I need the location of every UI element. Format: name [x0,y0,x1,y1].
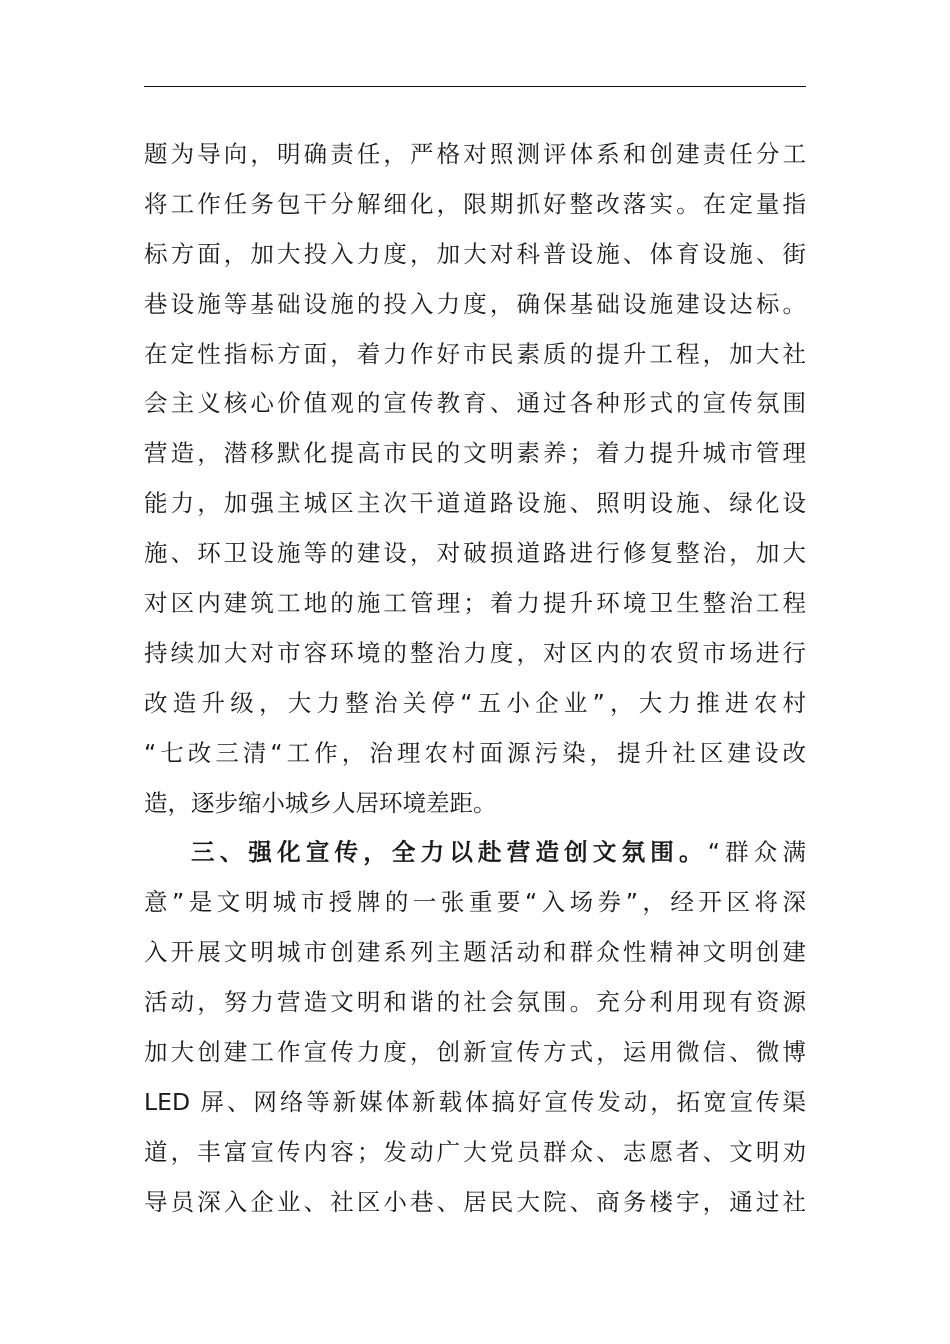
text-line: 持续加大对市容环境的整治力度，对区内的农贸市场进行 [144,638,806,667]
section-heading-continuation: “群众满 [707,838,806,867]
text-line: 营造，潜移默化提高市民的文明素养；着力提升城市管理 [144,439,806,468]
text-line: 能力，加强主城区主次干道道路设施、照明设施、绿化设 [144,489,806,518]
text-line: 巷设施等基础设施的投入力度，确保基础设施建设达标。 [144,289,806,318]
section-heading: 三、强化宣传，全力以赴营造创文氛围。 [191,838,708,867]
text-line: 在定性指标方面，着力作好市民素质的提升工程，加大社 [144,339,806,368]
text-line: 导员深入企业、社区小巷、居民大院、商务楼宇，通过社 [144,1187,806,1216]
text-line: 入开展文明城市创建系列主题活动和群众性精神文明创建 [144,938,806,967]
text-line: 题为导向，明确责任，严格对照测评体系和创建责任分工 [144,140,806,168]
text-line: 标方面，加大投入力度，加大对科普设施、体育设施、街 [144,239,806,268]
text-line: 施、环卫设施等的建设，对破损道路进行修复整治，加大 [144,539,806,568]
text-line: 将工作任务包干分解细化，限期抓好整改落实。在定量指 [144,189,806,218]
paragraph-end-line: 造，逐步缩小城乡人居环境差距。 [144,788,497,817]
text-line: LED 屏、网络等新媒体新载体搞好宣传发动，拓宽宣传渠 [144,1087,806,1116]
text-line: 活动，努力营造文明和谐的社会氛围。充分利用现有资源 [144,988,806,1017]
text-line: 改造升级，大力整治关停“五小企业”，大力推进农村 [144,688,806,717]
section-heading-line [144,828,806,878]
text-line: 加大创建工作宣传力度，创新宣传方式，运用微信、微博 [144,1038,806,1067]
document-body [144,130,806,1228]
text-line: 对区内建筑工地的施工管理；着力提升环境卫生整治工程 [144,589,806,618]
header-rule [144,86,806,87]
text-line: “七改三清“工作，治理农村面源污染，提升社区建设改 [144,738,806,767]
text-line: 意”是文明城市授牌的一张重要“入场券”，经开区将深 [144,888,806,917]
text-line: 会主义核心价值观的宣传教育、通过各种形式的宣传氛围 [144,389,806,418]
text-line: 道，丰富宣传内容；发动广大党员群众、志愿者、文明劝 [144,1137,806,1166]
